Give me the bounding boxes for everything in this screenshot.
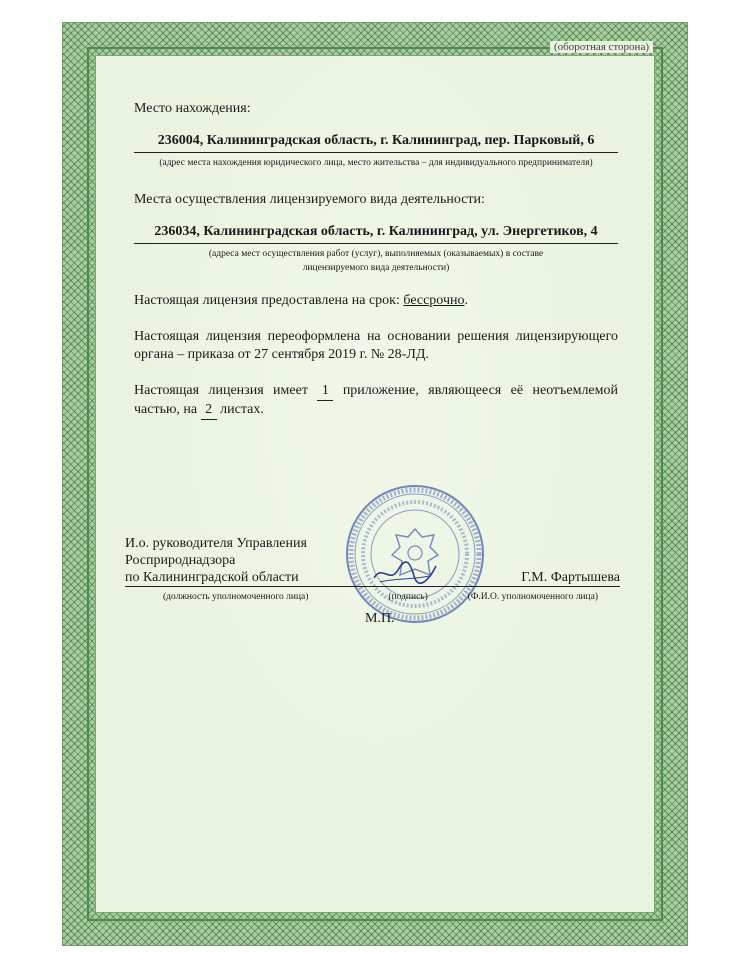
activity-address: 236034, Калининградская область, г. Калининград, ул. Энергетиков, 4 <box>134 223 618 244</box>
reissue-paragraph: Настоящая лицензия переоформлена на основании решения лицензирующего органа – приказа от 27 сентября 2019 г. № 28-ЛД. <box>134 329 618 362</box>
appendix-paragraph: Настоящая лицензия имеет 1 приложение, являющееся её неотъемлемой частью, на 2 листах. <box>134 382 618 420</box>
activity-caption-1: (адреса мест осуществления работ (услуг), выполняемых (оказываемых) в составе <box>208 249 544 259</box>
term-value: бессрочно <box>403 293 465 308</box>
position-line-2: Росприроднадзора <box>125 553 236 568</box>
caption-signature: (подпись) <box>388 592 428 602</box>
reverse-side-note: (оборотная сторона) <box>550 41 653 53</box>
signature-block <box>125 535 620 606</box>
signature-row <box>125 569 620 587</box>
stamp-mark: М.П. <box>365 611 395 626</box>
caption-position: (должность уполномоченного лица) <box>163 592 309 602</box>
caption-name: (Ф.И.О. уполномоченного лица) <box>467 592 598 602</box>
license-content <box>134 100 618 434</box>
position-line-3: по Калининградской области <box>125 570 299 585</box>
appendix-sheets: 2 <box>201 401 217 420</box>
location-label: Место нахождения: <box>134 101 251 116</box>
appendix-count: 1 <box>317 382 333 401</box>
signatory-name: Г.М. Фартышева <box>521 570 620 585</box>
term-paragraph: Настоящая лицензия предоставлена на срок: бессрочно. <box>134 293 468 308</box>
location-caption: (адрес места нахождения юридического лица, место жительства – для индивидуального предпринимателя) <box>159 158 593 168</box>
location-address: 236004, Калининградская область, г. Калининград, пер. Парковый, 6 <box>134 132 618 153</box>
signature-captions <box>125 589 620 606</box>
position-line-1: И.о. руководителя Управления <box>125 536 307 551</box>
activity-caption-2: лицензируемого вида деятельности) <box>302 263 450 273</box>
activity-label: Места осуществления лицензируемого вида деятельности: <box>134 192 485 207</box>
